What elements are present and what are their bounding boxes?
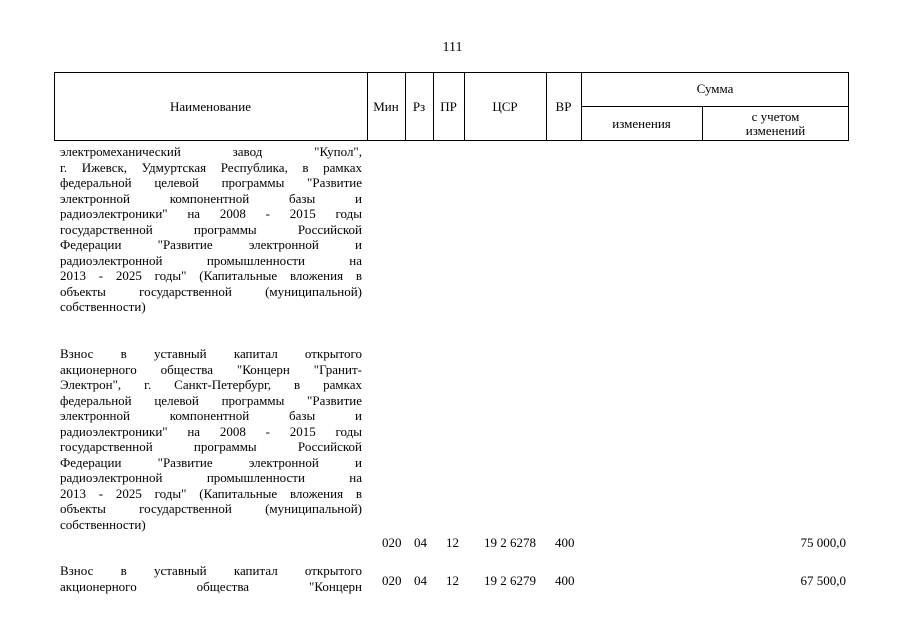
- row-line: электронной компонентной базы и: [60, 408, 362, 423]
- row-line: 2013 - 2025 годы" (Капитальные вложения в: [60, 268, 362, 283]
- row-rz: 04: [414, 573, 427, 588]
- row-csr: 19 2 6279: [484, 573, 536, 588]
- row-total: 67 500,0: [800, 573, 846, 588]
- header-min: Мин: [373, 98, 399, 114]
- row-name: [60, 144, 362, 315]
- row-line: акционерного общества "Концерн: [60, 578, 362, 594]
- row-line: г. Ижевск, Удмуртская Республика, в рамках: [60, 159, 362, 175]
- row-vr: 400: [555, 573, 575, 588]
- row-line: Федерации "Развитие электронной и: [60, 454, 362, 470]
- row-line: государственной программы Российской: [60, 221, 362, 237]
- row-pr: 12: [446, 573, 459, 588]
- row-line: федеральной целевой программы "Развитие: [60, 392, 362, 408]
- row-name: [60, 346, 362, 532]
- row-min: 020: [382, 535, 402, 550]
- row-line: электронной компонентной базы и: [60, 190, 362, 206]
- header-with-changes-line2: изменений: [745, 122, 806, 138]
- row-line: радиоэлектронной промышленности на: [60, 252, 362, 268]
- row-line: акционерного общества "Концерн "Гранит-: [60, 361, 362, 377]
- header-vr: ВР: [555, 98, 572, 114]
- header-csr: ЦСР: [492, 98, 518, 114]
- row-line: Взнос в уставный капитал открытого: [60, 346, 362, 361]
- row-line: электромеханический завод "Купол",: [60, 144, 362, 159]
- row-line: Взнос в уставный капитал открытого: [60, 563, 362, 578]
- row-name: [60, 563, 362, 594]
- row-rz: 04: [414, 535, 427, 550]
- row-line: радиоэлектронной промышленности на: [60, 470, 362, 485]
- header-rz: Рз: [412, 98, 426, 114]
- header-name: Наименование: [170, 98, 251, 114]
- row-line: государственной программы Российской: [60, 439, 362, 454]
- row-vr: 400: [555, 535, 575, 550]
- row-line: 2013 - 2025 годы" (Капитальные вложения в: [60, 485, 362, 501]
- row-min: 020: [382, 573, 402, 588]
- row-line: радиоэлектроники" на 2008 - 2015 годы: [60, 206, 362, 221]
- row-csr: 19 2 6278: [484, 535, 536, 550]
- row-pr: 12: [446, 535, 459, 550]
- row-line: радиоэлектроники" на 2008 - 2015 годы: [60, 423, 362, 439]
- page-number: 111: [442, 40, 463, 55]
- row-line: объекты государственной (муниципальной): [60, 501, 362, 516]
- row-line: Федерации "Развитие электронной и: [60, 237, 362, 252]
- row-line: Электрон", г. Санкт-Петербург, в рамках: [60, 377, 362, 392]
- row-line: собственности): [60, 516, 146, 532]
- header-sum: Сумма: [696, 81, 734, 96]
- row-line: объекты государственной (муниципальной): [60, 283, 362, 299]
- row-total: 75 000,0: [800, 535, 846, 550]
- row-line: собственности): [60, 299, 146, 314]
- header-with-changes-line1: с учетом: [751, 108, 800, 124]
- row-line: федеральной целевой программы "Развитие: [60, 175, 362, 190]
- header-changes: изменения: [612, 115, 671, 131]
- header-pr: ПР: [440, 98, 457, 114]
